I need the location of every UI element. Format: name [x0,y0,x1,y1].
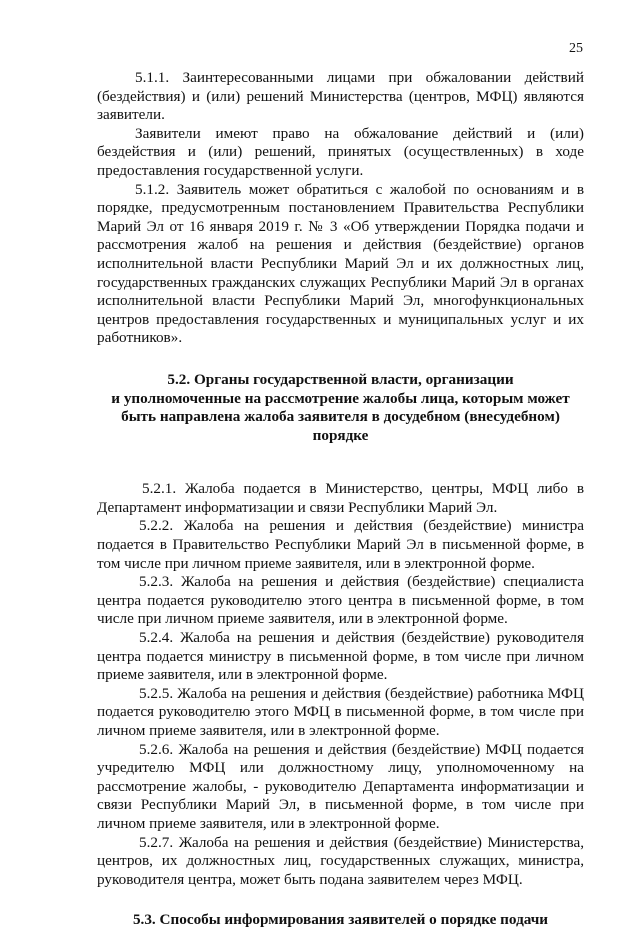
page-number: 25 [569,41,583,56]
section-5-2-heading-line: 5.2. Органы государственной власти, организации [167,370,514,388]
section-5-2-heading-line: порядке [312,426,369,444]
paragraph-5-2-4: 5.2.4. Жалоба на решения и действия (бездействие) руководителя центра подается министру в письменной форме, в том числе при личном приеме заявителя, или в электронной форме. [97,629,584,684]
paragraph-5-2-7: 5.2.7. Жалоба на решения и действия (бездействие) Министерства, центров, их должностных лиц, государственных служащих, министра, руководителя центра, может быть подана заявителем через МФЦ. [97,833,584,888]
paragraph-5-2-1: 5.2.1. Жалоба подается в Министерство, центры, МФЦ либо в Департамент информатизации и связи Республики Марий Эл. [97,480,584,516]
section-5-2-heading [97,371,584,445]
paragraph-5-2-6: 5.2.6. Жалоба на решения и действия (бездействие) МФЦ подается учредителю МФЦ или должностному лицу, уполномоченному на рассмотрение жалобы, - руководителю Департамента информатизации и связи Республики Марий Эл, в письменной форме, в том числе при личном приеме заявителя, или в электронной форме. [97,740,584,832]
paragraph-5-1-1: 5.1.1. Заинтересованными лицами при обжаловании действий (бездействия) и (или) решений Министерства (центров, МФЦ) являются заявители. [97,69,584,124]
section-5-3-heading: 5.3. Способы информирования заявителей о порядке подачи [132,911,549,929]
section-5-2-heading-line: быть направлена жалоба заявителя в досудебном (внесудебном) [121,408,560,426]
paragraph-5-2-2: 5.2.2. Жалоба на решения и действия (бездействие) министра подается в Правительство Республики Марий Эл в письменной форме, в том числе при личном приеме заявителя, или в электронной форме. [97,517,584,572]
section-5-2-heading-line: и уполномоченные на рассмотрение жалобы лица, которым может [111,389,570,407]
paragraph-5-2-5: 5.2.5. Жалоба на решения и действия (бездействие) работника МФЦ подается руководителю этого МФЦ в письменной форме, в том числе при личном приеме заявителя, или в электронной форме. [97,684,584,739]
document-body [97,69,584,930]
paragraph-5-1-2: 5.1.2. Заявитель может обратиться с жалобой по основаниям и в порядке, предусмотренным постановлением Правительства Республики Марий Эл от 16 января 2019 г. № 3 «Об утверждении Порядка подачи и рассмотрения жалоб на решения и действия (бездействие) органов исполнительной власти Республики Марий Эл и их должностных лиц, государственных гражданских служащих Республики Марий Эл в органах исполнительной власти Республики Марий Эл, многофункциональных центров предоставления государственных и муниципальных услуг и их работников». [97,180,584,347]
paragraph-applicants-rights: Заявители имеют право на обжалование действий и (или) бездействия и (или) решений, принятых (осуществленных) в ходе предоставления государственной услуги. [97,124,584,179]
paragraph-5-2-3: 5.2.3. Жалоба на решения и действия (бездействие) специалиста центра подается руководителю этого центра в письменной форме, в том числе при личном приеме заявителя, или в электронной форме. [97,573,584,628]
